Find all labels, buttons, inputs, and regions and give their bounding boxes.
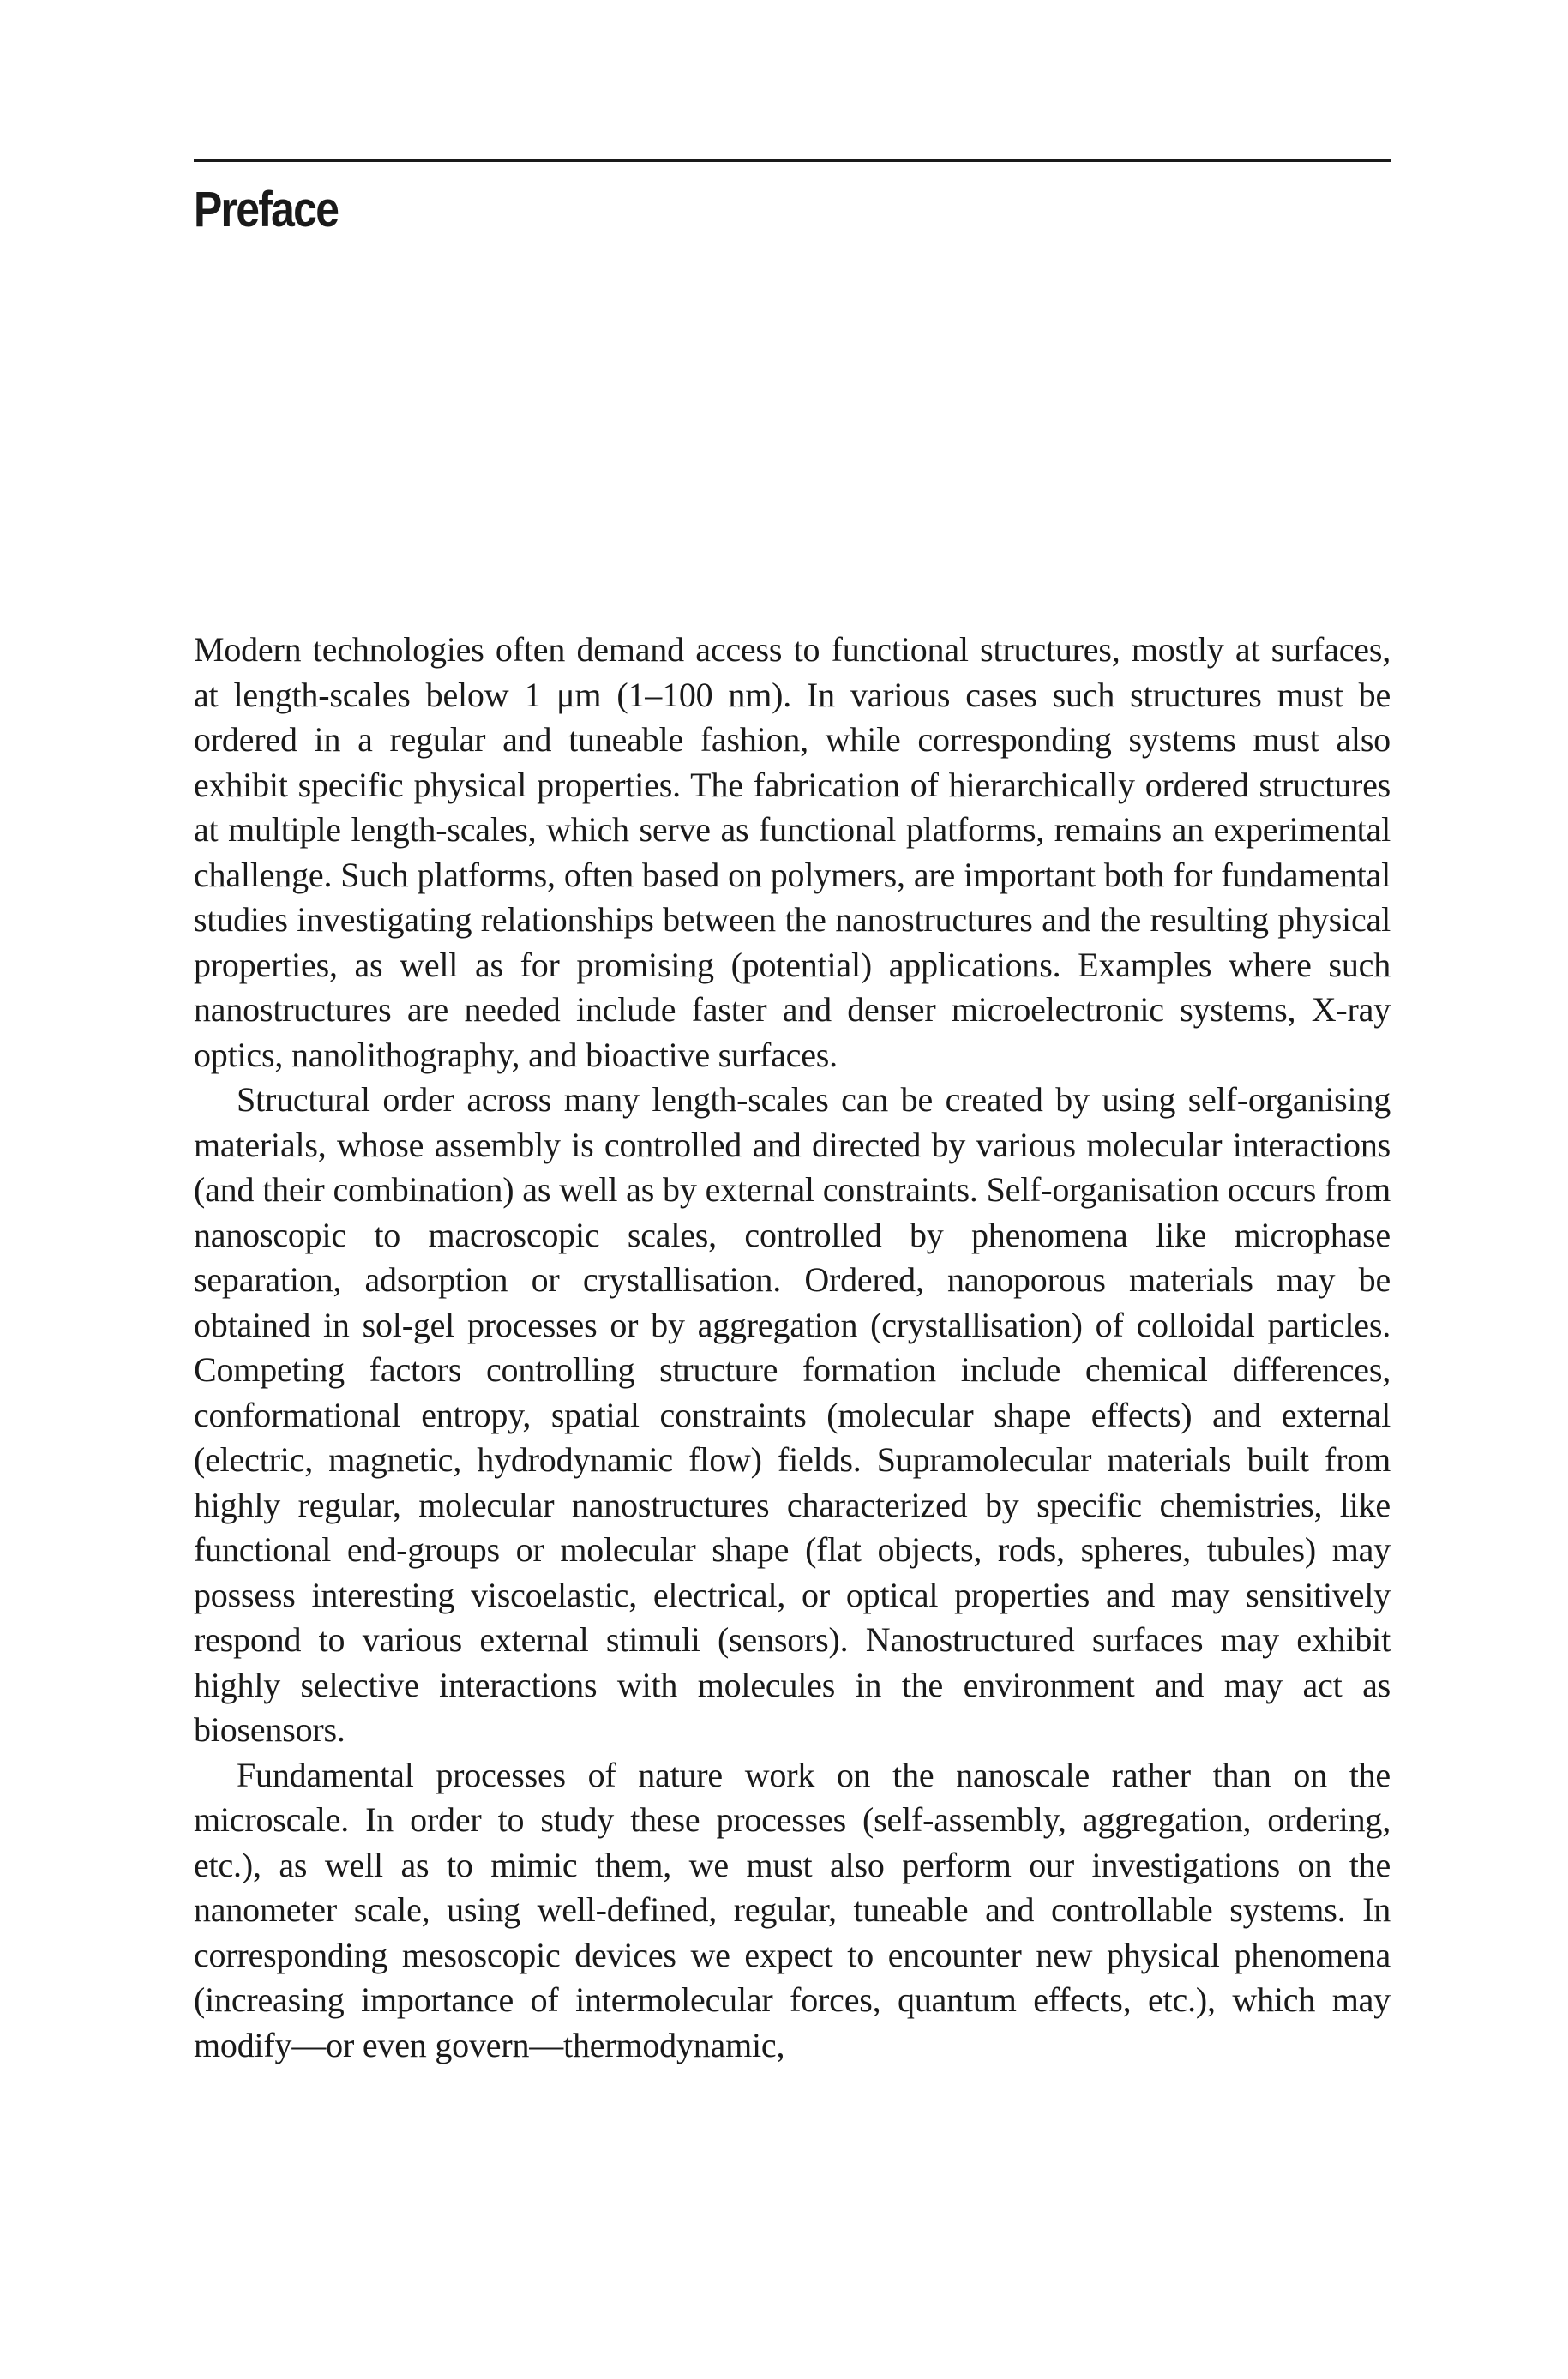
body-text <box>194 628 1391 2068</box>
paragraph-1: Modern technologies often demand access to functional structures, mostly at surfaces, at length-scales below 1 μm (1–100 nm). In various cases such structures must be ordered in a regular and tuneable fashion, while corresponding systems must also exhibit specific physical properties. The fabrication of hierarchically ordered structures at multiple length-scales, which serve as functional platforms, remains an experimental challenge. Such platforms, often based on polymers, are important both for fundamental studies investigating relationships between the nanostructures and the resulting physical properties, as well as for promising (potential) applications. Examples where such nanostructures are needed include faster and denser microelectronic systems, X-ray optics, nanolithography, and bioactive surfaces. <box>194 630 1391 1074</box>
paragraph-3: Fundamental processes of nature work on the nanoscale rather than on the microscale. In order to study these processes (self-assembly, aggregation, ordering, etc.), as well as to mimic them, we must also perform our investigations on the nanometer scale, using well-defined, regular, tuneable and controllable systems. In corresponding mesoscopic devices we expect to encounter new physical phenomena (increasing importance of intermolecular forces, quantum effects, etc.), which may modify—or even govern—thermodynamic, <box>194 1755 1391 2064</box>
page-title: Preface <box>194 182 339 237</box>
header-rule <box>194 159 1391 162</box>
paragraph-2: Structural order across many length-scales can be created by using self-organising materials, whose assembly is controlled and directed by various molecular interactions (and their combination) as well as by external constraints. Self-organisation occurs from nanoscopic to macroscopic scales, controlled by phenomena like microphase separation, adsorption or crystallisation. Ordered, nanoporous materials may be obtained in sol-gel processes or by aggregation (crystallisation) of colloidal particles. Competing factors controlling structure formation include chemical differences, conformational entropy, spatial constraints (molecular shape effects) and external (electric, magnetic, hydrodynamic flow) fields. Supramolecular materials built from highly regular, molecular nanostructures characterized by specific chemistries, like functional end-groups or molecular shape (flat objects, rods, spheres, tubules) may possess interesting viscoelastic, electrical, or optical properties and may sensitively respond to various external stimuli (sensors). Nanostructured surfaces may exhibit highly selective interactions with molecules in the environment and may act as biosensors. <box>194 1080 1391 1749</box>
